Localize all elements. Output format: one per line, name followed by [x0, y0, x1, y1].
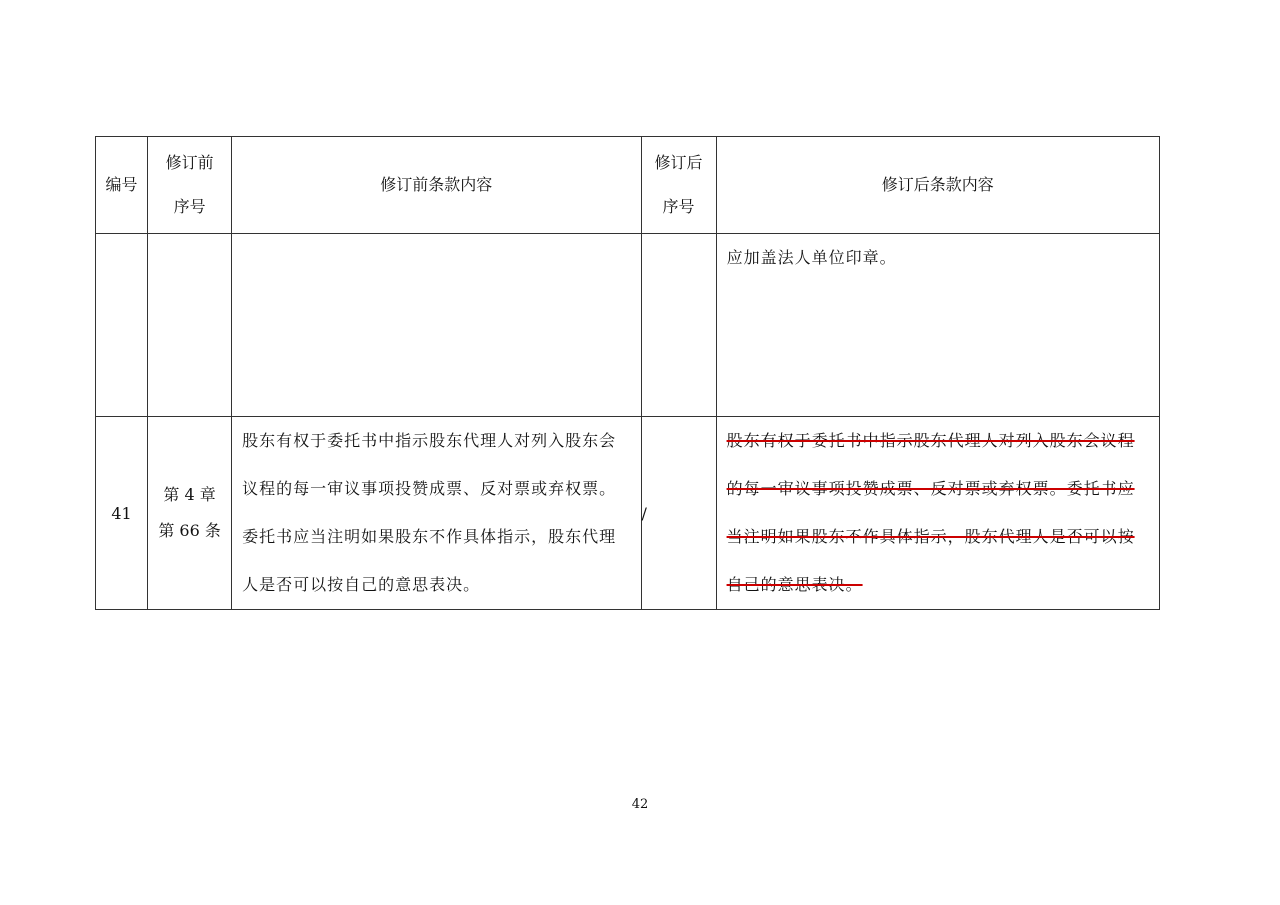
page-number: 42 [631, 797, 649, 812]
row1-next-text: 应加盖法人单位印章。 [716, 234, 1159, 417]
row1-prev-text [232, 234, 641, 417]
header-prev-text: 修订前条款内容 [232, 137, 641, 234]
row2-next-no: / [641, 417, 716, 610]
row1-next-no [641, 234, 716, 417]
header-next-no: 修订后 序号 [641, 137, 716, 234]
row2-prev-text: 股东有权于委托书中指示股东代理人对列入股东会议程的每一审议事项投赞成票、反对票或弃权票。委托书应当注明如果股东不作具体指示，股东代理人是否可以按自己的意思表决。 [232, 417, 641, 610]
table-row [96, 417, 1160, 610]
deleted-clause-text: 股东有权于委托书中指示股东代理人对列入股东会议程的每一审议事项投赞成票、反对票或弃权票。委托书应当注明如果股东不作具体指示，股东代理人是否可以按自己的意思表决。 [726, 431, 1135, 594]
header-next-text: 修订后条款内容 [716, 137, 1159, 234]
table-header-row [96, 137, 1160, 234]
header-prev-no: 修订前 序号 [148, 137, 232, 234]
table-row [96, 234, 1160, 417]
row1-prev-no [148, 234, 232, 417]
row2-num: 41 [96, 417, 148, 610]
row2-prev-no: 第 4 章 第 66 条 [148, 417, 232, 610]
row1-num [96, 234, 148, 417]
revision-table [95, 136, 1160, 610]
header-number: 编号 [96, 137, 148, 234]
row2-next-text [716, 417, 1159, 610]
